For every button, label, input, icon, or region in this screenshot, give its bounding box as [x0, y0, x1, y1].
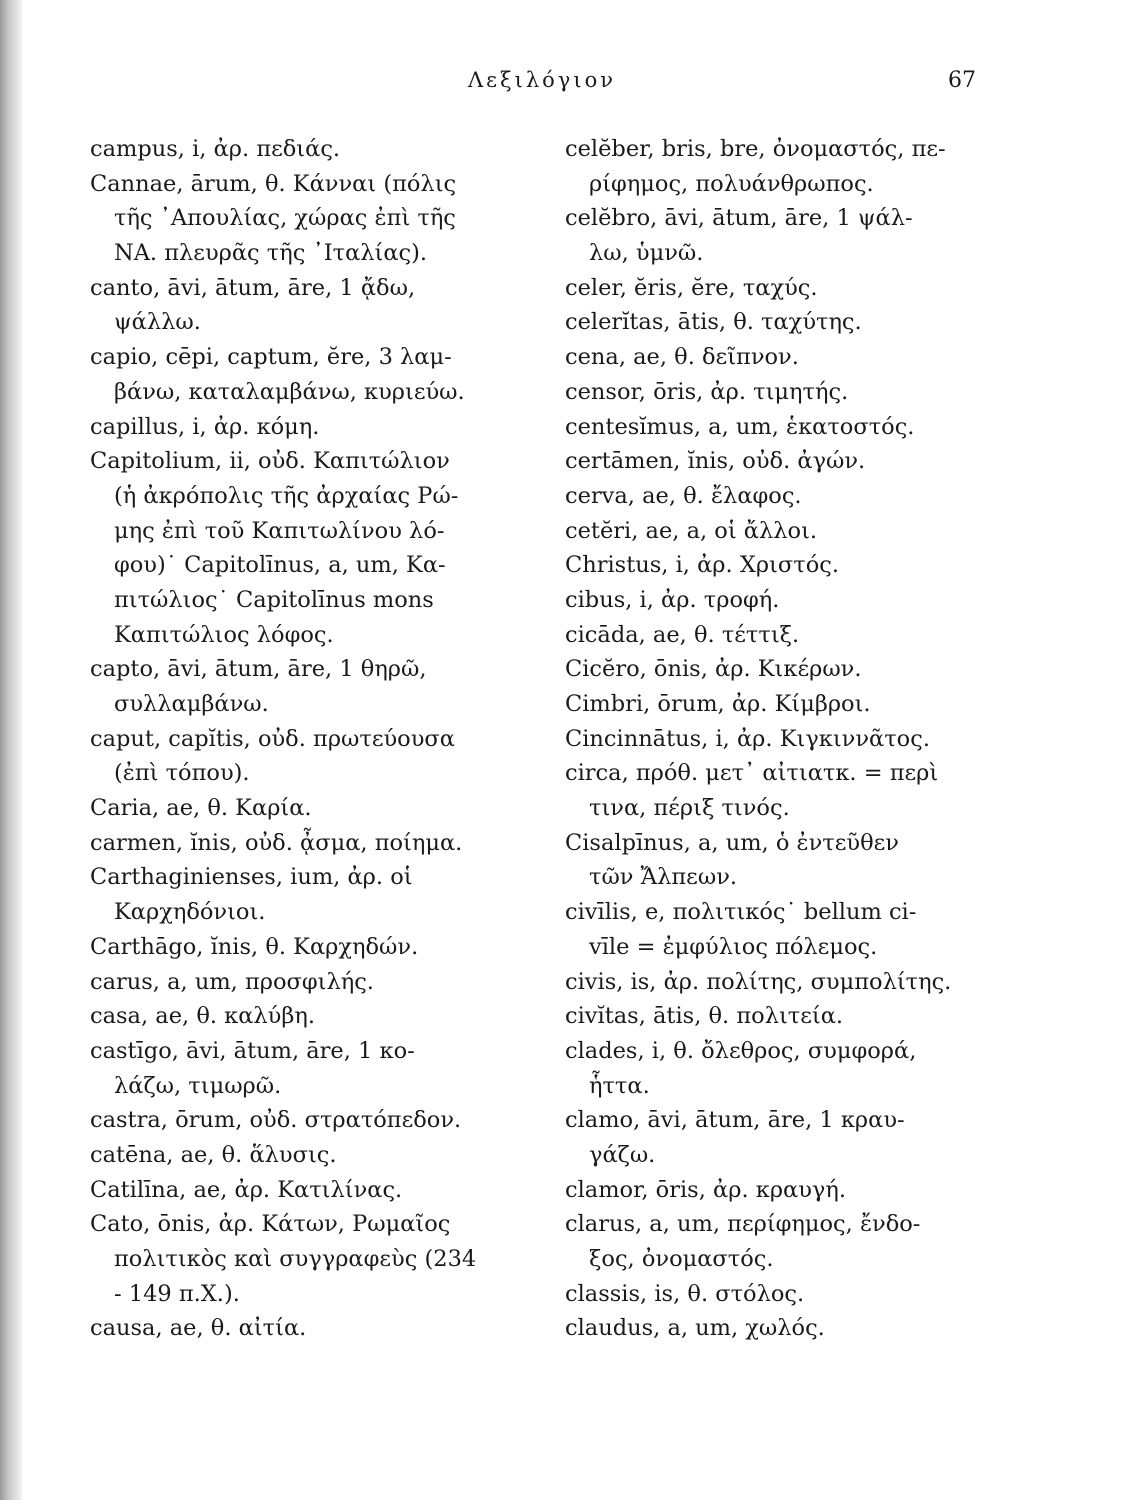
entry-line: civīlis, e, πολιτικός˙ bellum ci-: [565, 899, 917, 926]
entry-line: campus, i, ἀρ. πεδιάς.: [90, 136, 341, 162]
entry-line: Christus, i, ἀρ. Χριστός.: [565, 552, 839, 579]
entry-line: Cannae, ārum, θ. Κάνναι (πόλις: [90, 170, 457, 197]
entry-line: Carthaginienses, ium, ἀρ. οἱ: [90, 864, 413, 891]
entry-line: capillus, i, ἀρ. κόμη.: [90, 413, 320, 440]
entry-continuation-line: - 149 π.Χ.).: [114, 1280, 240, 1307]
entry-line: Capitolium, ii, οὐδ. Καπιτώλιον: [90, 448, 450, 475]
entry-line: circa, πρόθ. μετ᾿ αἰτιατκ. = περὶ: [565, 760, 939, 787]
entry-line: clades, i, θ. ὄλεθρος, συμφορά,: [565, 1037, 917, 1064]
entry-line: capio, cēpi, captum, ĕre, 3 λαμ-: [90, 344, 452, 371]
entry-line: Cincinnātus, i, ἀρ. Κιγκιννᾶτος.: [565, 725, 930, 752]
entry-line: Caria, ae, θ. Καρία.: [90, 795, 312, 822]
entry-continuation-line: βάνω, καταλαμβάνω, κυριεύω.: [114, 378, 465, 405]
entry-line: canto, āvi, ātum, āre, 1 ᾄδω,: [90, 274, 416, 301]
entry-line: Catilīna, ae, ἀρ. Κατιλίνας.: [90, 1176, 403, 1203]
entry-line: Cisalpīnus, a, um, ὁ ἐντεῦθεν: [565, 829, 899, 856]
entry-continuation-line: τῆς ᾿Απουλίας, χώρας ἐπὶ τῆς: [114, 205, 456, 232]
entry-line: causa, ae, θ. αἰτία.: [90, 1315, 307, 1342]
entry-line: capto, āvi, ātum, āre, 1 θηρῶ,: [90, 656, 427, 683]
entry-continuation-line: συλλαμβάνω.: [114, 691, 269, 717]
entry-line: centesĭmus, a, um, ἑκατοστός.: [565, 413, 915, 440]
entry-line: cena, ae, θ. δεῖπνον.: [565, 344, 799, 371]
entry-continuation-line: (ἐπὶ τόπου).: [114, 760, 250, 787]
page-number: 67: [948, 68, 976, 93]
entry-line: clamor, ōris, ἀρ. κραυγή.: [565, 1176, 846, 1203]
entry-line: cerva, ae, θ. ἔλαφος.: [565, 482, 802, 509]
left-column: [90, 132, 530, 1346]
entry-continuation-line: ρίφημος, πολυάνθρωπος.: [589, 170, 874, 197]
entry-continuation-line: τῶν Ἄλπεων.: [589, 864, 738, 891]
entry-continuation-line: ἧττα.: [589, 1072, 650, 1099]
entry-continuation-line: πιτώλιος˙ Capitolīnus mons: [114, 586, 434, 613]
entry-line: Cicĕro, ōnis, ἀρ. Κικέρων.: [565, 656, 862, 683]
entry-line: claudus, a, um, χωλός.: [565, 1315, 825, 1342]
entry-line: carus, a, um, προσφιλής.: [90, 968, 374, 995]
entry-continuation-line: ΝΑ. πλευρᾶς τῆς ᾿Ιταλίας).: [114, 240, 428, 267]
entry-continuation-line: λάζω, τιμωρῶ.: [114, 1072, 282, 1099]
right-column: [565, 132, 980, 1346]
entry-continuation-line: (ἡ ἀκρόπολις τῆς ἀρχαίας Ρώ-: [114, 482, 459, 509]
entry-line: clarus, a, um, περίφημος, ἔνδο-: [565, 1211, 921, 1238]
entry-continuation-line: Καπιτώλιος λόφος.: [114, 621, 334, 648]
entry-line: classis, is, θ. στόλος.: [565, 1280, 805, 1307]
entry-continuation-line: μης ἐπὶ τοῦ Καπιτωλίνου λό-: [114, 517, 445, 544]
entry-line: castīgo, āvi, ātum, āre, 1 κο-: [90, 1037, 415, 1064]
entry-line: celĕber, bris, bre, ὀνομαστός, πε-: [565, 136, 946, 162]
entry-continuation-line: γάζω.: [589, 1141, 656, 1168]
entry-line: Carthāgo, ĭnis, θ. Καρχηδών.: [90, 933, 419, 960]
entry-line: casa, ae, θ. καλύβη.: [90, 1003, 315, 1030]
entry-continuation-line: vīle = ἐμφύλιος πόλεμος.: [589, 933, 878, 960]
entry-line: celĕbro, āvi, ātum, āre, 1 ψάλ-: [565, 205, 913, 232]
entry-line: civis, is, ἀρ. πολίτης, συμπολίτης.: [565, 968, 952, 995]
entry-line: censor, ōris, ἀρ. τιμητής.: [565, 378, 849, 405]
entry-line: celer, ĕris, ĕre, ταχύς.: [565, 274, 818, 301]
entry-continuation-line: ψάλλω.: [114, 309, 201, 336]
entry-line: carmen, ĭnis, οὐδ. ᾆσμα, ποίημα.: [90, 829, 463, 856]
entry-line: civĭtas, ātis, θ. πολιτεία.: [565, 1003, 844, 1030]
entry-line: cicāda, ae, θ. τέττιξ.: [565, 621, 800, 648]
entry-line: caput, capĭtis, οὐδ. πρωτεύουσα: [90, 725, 455, 752]
entry-continuation-line: Καρχηδόνιοι.: [114, 899, 266, 926]
entry-continuation-line: πολιτικὸς καὶ συγγραφεὺς (234: [114, 1246, 477, 1272]
entry-continuation-line: ξος, ὀνομαστός.: [589, 1246, 774, 1272]
entry-line: castra, ōrum, οὐδ. στρατόπεδον.: [90, 1107, 462, 1134]
entry-line: cibus, i, ἀρ. τροφή.: [565, 586, 780, 613]
entry-line: clamo, āvi, ātum, āre, 1 κραυ-: [565, 1107, 905, 1134]
entry-line: cetĕri, ae, a, οἱ ἄλλοι.: [565, 517, 818, 544]
entry-line: certāmen, ĭnis, οὐδ. ἀγών.: [565, 448, 866, 475]
entry-continuation-line: φου)˙ Capitolīnus, a, um, Κα-: [114, 552, 446, 579]
entry-line: catēna, ae, θ. ἅλυσις.: [90, 1141, 337, 1168]
entry-line: Cimbri, ōrum, ἀρ. Κίμβροι.: [565, 691, 871, 717]
page-gutter-shadow: [0, 0, 22, 1500]
entry-line: Cato, ōnis, ἀρ. Κάτων, Ρωμαῖος: [90, 1211, 451, 1238]
entry-line: celerĭtas, ātis, θ. ταχύτης.: [565, 309, 862, 336]
entry-continuation-line: λω, ὑμνῶ.: [589, 240, 704, 267]
entry-continuation-line: τινα, πέριξ τινός.: [589, 795, 790, 822]
page-header-title: Λεξιλόγιον: [468, 68, 616, 92]
